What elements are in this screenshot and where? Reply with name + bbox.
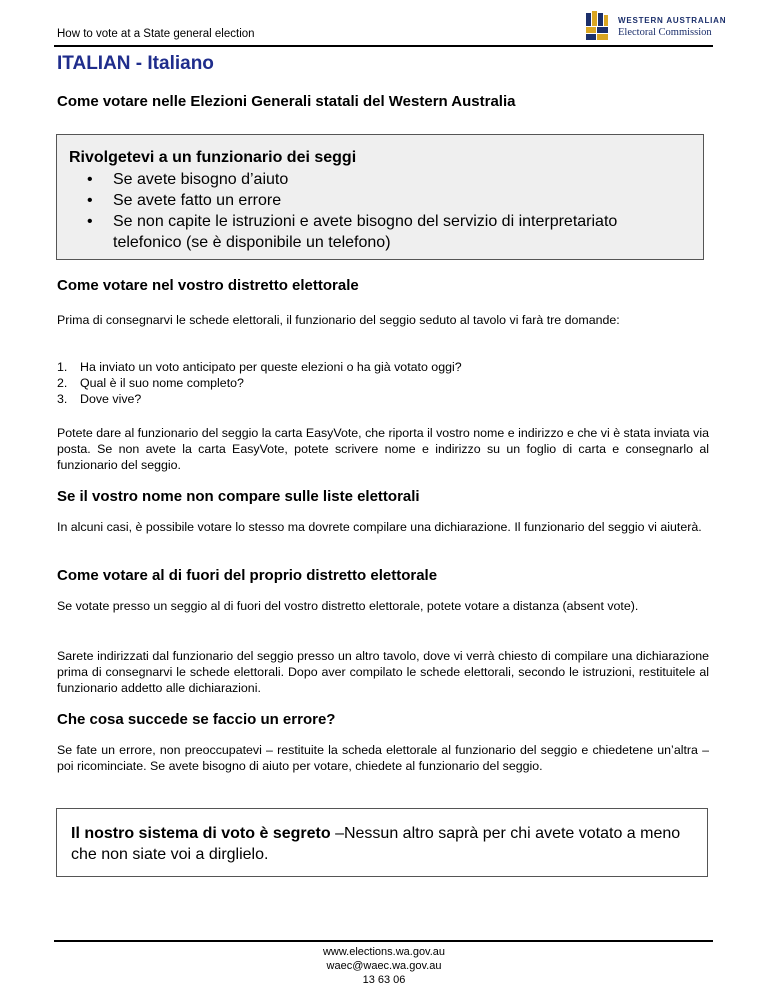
question-number: 1.	[57, 360, 68, 374]
help-box-list	[87, 169, 687, 253]
help-box	[56, 134, 704, 260]
section-paragraph: Sarete indirizzati dal funzionario del seggio presso un altro tavolo, dove vi verrà chiesto di compilare una dichiarazione prima di consegnarvi le schede elettorali. Dopo aver compilato le schede elettorali, secondo le istruzioni, restituitele al funzionario addetto alle dichiarazioni.	[57, 649, 709, 695]
secret-ballot-rest: –Nessun altro saprà per chi avete votato a meno che non siate voi a dirglielo.	[71, 825, 681, 863]
section-paragraph: In alcuni casi, è possibile votare lo stesso ma dovrete compilare una dichiarazione. Il funzionario del seggio vi aiuterà.	[57, 520, 702, 534]
document-subtitle: Come votare nelle Elezioni Generali statali del Western Australia	[57, 93, 516, 110]
help-box-title: Rivolgetevi a un funzionario dei seggi	[69, 149, 357, 166]
question-list	[57, 359, 462, 407]
footer-email: waec@waec.wa.gov.au	[326, 960, 442, 972]
question-text: Ha inviato un voto anticipato per queste elezioni o ha già votato oggi?	[80, 360, 462, 374]
section-heading: Che cosa succede se faccio un errore?	[57, 711, 336, 728]
secret-ballot-bold: Il nostro sistema di voto è segreto	[71, 825, 331, 842]
section-heading: Come votare al di fuori del proprio distretto elettorale	[57, 567, 438, 584]
logo-line-2: Electoral Commission	[618, 27, 712, 38]
waec-emblem-icon	[584, 10, 610, 42]
section-paragraph: Se fate un errore, non preoccupatevi – restituite la scheda elettorale al funzionario del seggio e chiedetene un’altra – poi ricominciate. Se avete bisogno di aiuto per votare, chiedete al funzionario del seggio.	[57, 743, 709, 773]
question-item	[57, 375, 462, 391]
footer-rule	[54, 940, 713, 942]
question-text: Dove vive?	[80, 392, 142, 406]
section-paragraph: Prima di consegnarvi le schede elettorali, il funzionario del seggio seduto al tavolo vi farà tre domande:	[57, 313, 620, 327]
waec-logo	[584, 10, 727, 44]
logo-line-1: WESTERN AUSTRALIAN	[618, 16, 727, 25]
footer	[0, 945, 768, 987]
question-text: Qual è il suo nome completo?	[80, 376, 244, 390]
language-title: ITALIAN - Italiano	[57, 53, 214, 74]
header-rule	[54, 45, 713, 47]
help-box-item: • Se avete fatto un errore	[87, 190, 687, 211]
section-heading: Se il vostro nome non compare sulle liste elettorali	[57, 488, 420, 505]
secret-ballot-box	[56, 808, 708, 877]
question-number: 2.	[57, 376, 68, 390]
help-box-item: • Se non capite le istruzioni e avete bisogno del servizio di interpretariato telefonico (se è disponibile un telefono)	[87, 211, 687, 253]
question-item	[57, 359, 462, 375]
question-number: 3.	[57, 392, 68, 406]
section-paragraph: Potete dare al funzionario del seggio la carta EasyVote, che riporta il vostro nome e indirizzo e che vi è stata inviata via posta. Se non avete la carta EasyVote, potete scrivere nome e indirizzo su un foglio di carta e consegnarlo al funzionario del seggio.	[57, 426, 709, 472]
help-box-item: • Se avete bisogno d’aiuto	[87, 169, 687, 190]
footer-phone: 13 63 06	[362, 974, 406, 986]
footer-website: www.elections.wa.gov.au	[322, 946, 446, 958]
section-heading: Come votare nel vostro distretto elettorale	[57, 277, 359, 294]
secret-ballot-text	[71, 823, 691, 865]
section-paragraph: Se votate presso un seggio al di fuori del vostro distretto elettorale, potete votare a distanza (absent vote).	[57, 599, 639, 613]
question-item	[57, 391, 462, 407]
running-header: How to vote at a State general election	[57, 28, 255, 40]
